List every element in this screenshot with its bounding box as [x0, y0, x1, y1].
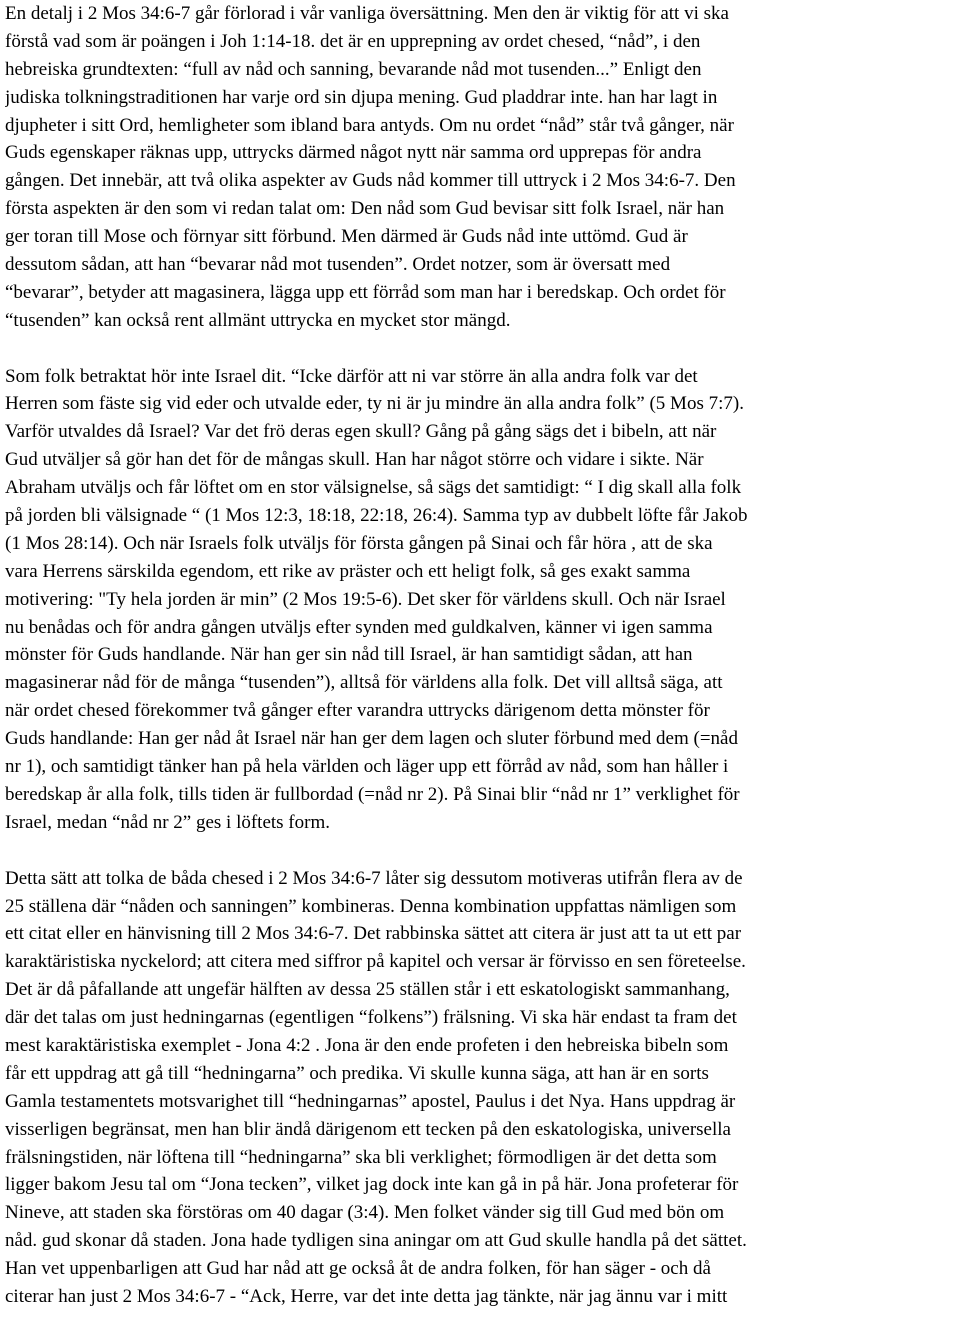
text-line: nr 1), och samtidigt tänker han på hela världen och läger upp ett förråd av nåd, som han håller i	[5, 756, 729, 778]
text-line: Guds handlande: Han ger nåd åt Israel när han ger dem lagen och sluter förbund med dem (=nåd	[5, 728, 738, 750]
text-line: där det talas om just hedningarnas (egentligen “folkens”) frälsning. Vi ska här endast ta fram det	[5, 1007, 737, 1029]
text-line: Det är då påfallande att ungefär hälften av dessa 25 ställen står i ett eskatologiskt sammanhang,	[5, 979, 730, 1001]
text-line: (1 Mos 28:14). Och när Israels folk utväljs för första gången på Sinai och får höra , att de ska	[5, 532, 713, 554]
text-line: nu benådas och för andra gången utväljs efter synden med guldkalven, känner vi igen samma	[5, 616, 713, 638]
text-line: Gud utväljer så gör han det för de mångas skull. Han har något större och vidare i sikte. När	[5, 449, 704, 471]
text-line: Som folk betraktat hör inte Israel dit. “Icke därför att ni var större än alla andra folk var det	[5, 365, 698, 387]
text-line: får ett uppdrag att gå till “hedningarna” och predika. Vi skulle kunna säga, att han är en sorts	[5, 1062, 709, 1084]
text-line: Abraham utväljs och får löftet om en stor välsignelse, så sägs det samtidigt: “ I dig skall alla folk	[5, 477, 742, 499]
text-line: En detalj i 2 Mos 34:6-7 går förlorad i vår vanliga översättning. Men den är viktig för att vi ska	[5, 3, 729, 24]
text-line: magasinerar nåd för de många “tusenden”), alltså för världens alla folk. Det vill alltså säga, att	[5, 672, 723, 694]
text-line: gången. Det innebär, att två olika aspekter av Guds nåd kommer till uttryck i 2 Mos 34:6-7. Den	[5, 170, 736, 192]
text-line: första aspekten är den som vi redan talat om: Den nåd som Gud bevisar sitt folk Israel, när han	[5, 198, 725, 220]
text-line: ligger bakom Jesu tal om “Jona tecken”, vilket jag dock inte kan gå in på här. Jona profeterar för	[5, 1174, 739, 1196]
text-line: citerar han just 2 Mos 34:6-7 - “Ack, Herre, var det inte detta jag tänkte, när jag ännu var i mitt	[5, 1285, 728, 1307]
text-line: motivering: "Ty hela jorden är min” (2 Mos 19:5-6). Det sker för världens skull. Och när Israel	[5, 588, 726, 610]
text-line: Gamla testamentets motsvarighet till “hedningarnas” apostel, Paulus i det Nya. Hans uppdrag är	[5, 1090, 736, 1112]
text-line: karaktäristiska nyckelord; att citera med siffror på kapitel och versar är förvisso en sen företeelse.	[5, 951, 746, 973]
text-line: förstå vad som är poängen i Joh 1:14-18. det är en upprepning av ordet chesed, “nåd”, i den	[5, 30, 701, 52]
text-line: Varför utvaldes då Israel? Var det frö deras egen skull? Gång på gång sägs det i bibeln, att när	[5, 421, 717, 443]
text-line: ger toran till Mose och förnyar sitt förbund. Men därmed är Guds nåd inte uttömd. Gud är	[5, 226, 688, 248]
text-line: på jorden bli välsignade “ (1 Mos 12:3, 18:18, 22:18, 26:4). Samma typ av dubbelt löfte får Jakob	[5, 505, 748, 527]
text-line: 25 ställena där “nåden och sanningen” kombineras. Denna kombination uppfattas nämligen som	[5, 895, 737, 917]
text-line: Han vet uppenbarligen att Gud har nåd att ge också åt de andra folken, för han säger - och då	[5, 1258, 711, 1280]
text-line: när ordet chesed förekommer två gånger efter varandra uttrycks därigenom detta mönster för	[5, 700, 710, 722]
text-line: frälsningstiden, när löftena till “hedningarna” ska bli verklighet; förmodligen är det detta som	[5, 1146, 717, 1168]
text-line: Israel, medan “nåd nr 2” ges i löftets form.	[5, 811, 330, 833]
text-line: hebreiska grundtexten: “full av nåd och sanning, bevarande nåd mot tusenden...” Enligt den	[5, 58, 702, 80]
text-line: mönster för Guds handlande. När han ger sin nåd till Israel, är han samtidigt sådan, att han	[5, 644, 693, 666]
paragraph-gap	[5, 335, 960, 363]
text-line: “tusenden” kan också rent allmänt uttrycka en mycket stor mängd.	[5, 309, 511, 331]
text-line: judiska tolkningstraditionen har varje ord sin djupa mening. Gud pladdrar inte. han har lagt in	[5, 86, 718, 108]
text-line: Detta sätt att tolka de båda chesed i 2 Mos 34:6-7 låter sig dessutom motiveras utifrån flera av de	[5, 867, 743, 889]
text-line: “bevarar”, betyder att magasinera, lägga upp ett förråd som man har i beredskap. Och ordet för	[5, 281, 726, 303]
text-line: ett citat eller en hänvisning till 2 Mos 34:6-7. Det rabbinska sättet att citera är just att ta ut ett par	[5, 923, 742, 945]
text-line: beredskap år alla folk, tills tiden är fullbordad (=nåd nr 2). På Sinai blir “nåd nr 1” verklighet för	[5, 783, 740, 805]
text-line: Guds egenskaper räknas upp, uttrycks därmed något nytt när samma ord upprepas för andra	[5, 142, 702, 164]
text-line: nåd. gud skonar då staden. Jona hade tydligen sina aningar om att Gud skulle handla på det sättet.	[5, 1230, 747, 1252]
text-line: visserligen begränsat, men han blir ändå därigenom ett tecken på den eskatologiska, universella	[5, 1118, 731, 1140]
document-page	[5, 0, 960, 1311]
text-line: Herren som fäste sig vid eder och utvalde eder, ty ni är ju mindre än alla andra folk” (5 Mos 7:7).	[5, 393, 744, 415]
text-line: dessutom sådan, att han “bevarar nåd mot tusenden”. Ordet notzer, som är översatt med	[5, 254, 671, 276]
text-line: djupheter i sitt Ord, hemligheter som ibland bara antyds. Om nu ordet “nåd” står två gånger, när	[5, 114, 734, 136]
text-line: Nineve, att staden ska förstöras om 40 dagar (3:4). Men folket vänder sig till Gud med bön om	[5, 1202, 725, 1224]
paragraph-gap	[5, 837, 960, 865]
text-line: mest karaktäristiska exemplet - Jona 4:2 . Jona är den ende profeten i den hebreiska bibeln som	[5, 1034, 729, 1056]
text-line: vara Herrens särskilda egendom, ett rike av präster och ett heligt folk, så ges exakt samma	[5, 560, 691, 582]
